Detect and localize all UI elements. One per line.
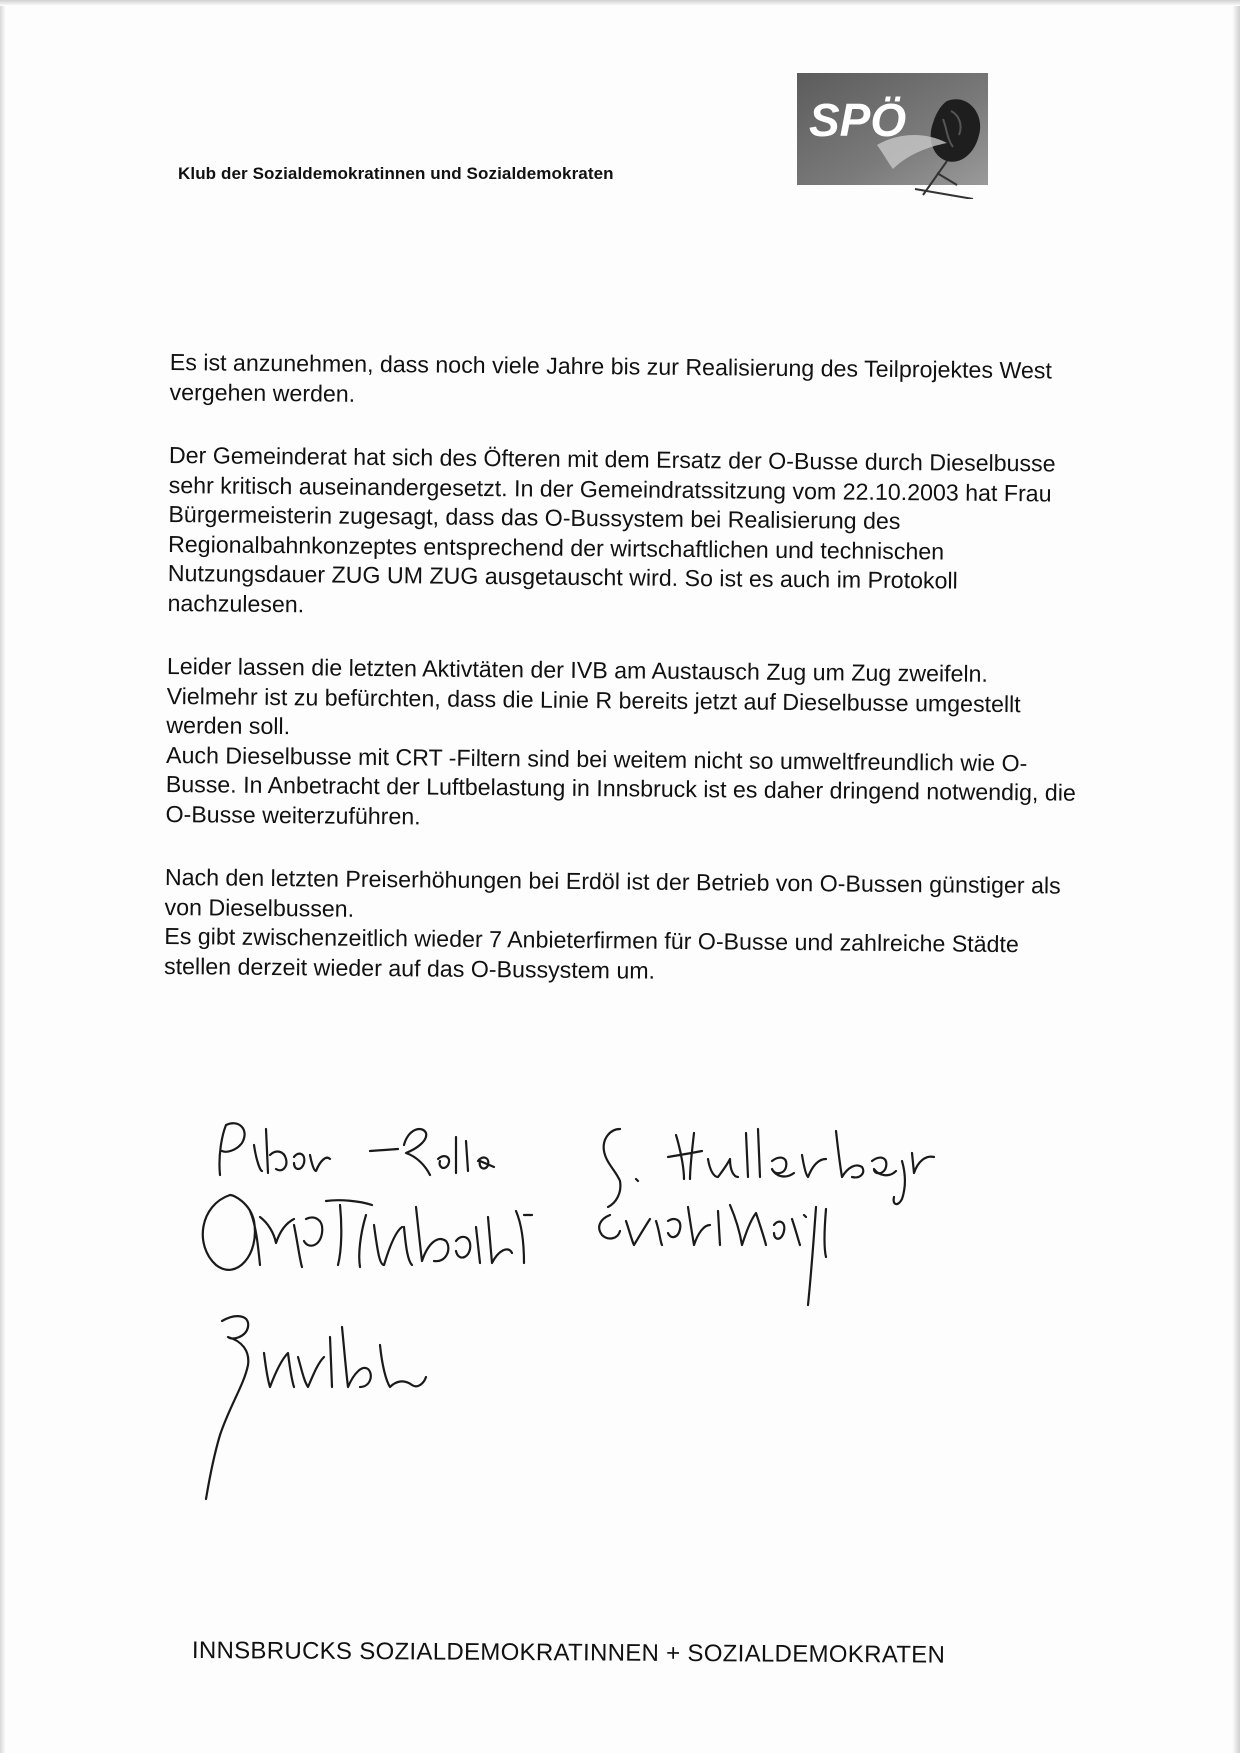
- scan-edge-right: [1232, 0, 1240, 1753]
- paragraph-4: Auch Dieselbusse mit CRT -Filtern sind bei weitem nicht so umweltfreundlich wie O- Busse. In Anbetracht der Luftbelastung in Innsbruck ist es daher dringend notwendig, die O-Busse weiterzuführen.: [165, 741, 1076, 829]
- logo-text: SPÖ: [809, 94, 907, 146]
- paragraph-3: Leider lassen die letzten Aktivtäten der IVB am Austausch Zug um Zug zweifeln. Vielmehr ist zu befürchten, dass die Linie R bereits jetzt auf Dieselbusse umgestellt werden soll.: [166, 652, 1021, 740]
- letter-body: [164, 348, 1105, 1024]
- club-header: Klub der Sozialdemokratinnen und Sozialdemokraten: [178, 164, 614, 183]
- scan-edge-left: [0, 0, 6, 1753]
- paragraph-2: Der Gemeinderat hat sich des Öfteren mit dem Ersatz der O-Busse durch Dieselbusse sehr kritisch auseinandergesetzt. In der Gemeindratssitzung vom 22.10.2003 hat Frau Bürgermeisterin zugesagt, dass das O-Bussystem bei Realisierung des Regionalbahnkonzeptes entsprechend der wirtschaftlichen und technischen Nutzungsdauer ZUG UM ZUG ausgetauscht wird. So ist es auch im Protokoll nachzulesen.: [167, 441, 1056, 617]
- scan-edge-top: [0, 0, 1240, 6]
- footer-text: INNSBRUCKS SOZIALDEMOKRATINNEN + SOZIALDEMOKRATEN: [191, 1637, 946, 1669]
- paragraph-6: Es gibt zwischenzeitlich wieder 7 Anbieterfirmen für O-Busse und zahlreiche Städte stellen derzeit wieder auf das O-Bussystem um.: [163, 922, 1019, 984]
- handwritten-signatures-icon: [190, 1115, 1120, 1515]
- paragraph-1: Es ist anzunehmen, dass noch viele Jahre bis zur Realisierung des Teilprojektes West vergehen werden.: [169, 348, 1052, 407]
- spo-logo: [797, 73, 988, 199]
- paragraph-5: Nach den letzten Preiserhöhungen bei Erdöl ist der Betrieb von O-Bussen günstiger als von Dieselbussen.: [164, 863, 1061, 922]
